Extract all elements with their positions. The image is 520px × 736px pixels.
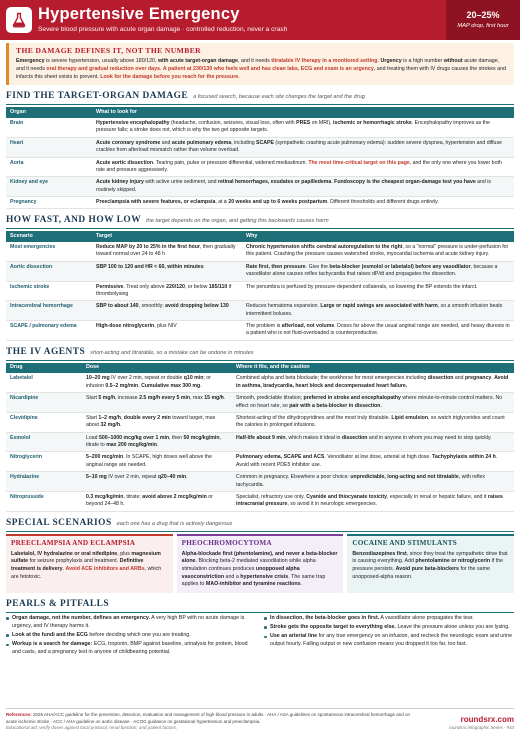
list-item <box>6 615 256 631</box>
text-run: Half-life about 9 min <box>236 434 286 441</box>
section-note: the target depends on the organ, and getting this backwards causes harm <box>146 218 329 225</box>
text-run: . Doses far above the usual anginal range are needed, and heavy diuresis in a patient who is not fluid-overloaded is counterproductive. <box>246 323 510 337</box>
text-run: phentolamine or nitroglycerin <box>415 558 491 565</box>
card-pheochromocytoma <box>177 534 344 593</box>
row-cell <box>92 157 514 177</box>
text-run: double every 2 min <box>123 414 171 421</box>
text-run: where minute-to-minute control matters. No effect on heart rate, so <box>236 395 503 409</box>
intro-text <box>16 58 508 81</box>
text-run: SBP 100 to 120 and HR < 60, within minutes <box>96 263 204 270</box>
text-run: Cyanide and thiocyanate toxicity <box>306 493 387 500</box>
text-run: 2.5 mg/h every 5 min <box>139 395 191 402</box>
row-label: Labetalol <box>6 373 82 392</box>
text-run: , since they treat the sympathetic drive that is causing everything. Add <box>352 550 508 565</box>
text-run: Lipid emulsion <box>391 414 429 421</box>
text-run: , smoothly; <box>138 303 166 310</box>
row-cell <box>92 281 242 301</box>
section-title: HOW FAST, AND HOW LOW <box>6 215 142 226</box>
section-note: each one has a drug that is actively dangerous <box>116 520 233 527</box>
section-title: SPECIAL SCENARIOS <box>6 517 112 528</box>
map-drop-badge <box>446 0 520 40</box>
text-run: 500–1000 mcg/kg over 1 min <box>98 434 170 441</box>
text-run: , and treating them with IV drugs causes the strokes and infarcts this sheet exists to prevent. <box>16 66 506 80</box>
text-run: A vasodilator alone propagates the tear. <box>379 614 474 621</box>
text-run: 32 mg/h <box>100 422 121 429</box>
text-run: with active urine sediment, and <box>143 179 218 186</box>
text-run: , and it needs <box>238 58 272 65</box>
text-run: Fundoscopy is the cheapest organ-damage test you have <box>334 179 476 186</box>
text-run: , increase <box>115 395 140 402</box>
row-cell <box>82 373 232 392</box>
text-run: for the same unopposed-alpha reason. <box>352 565 490 580</box>
text-run: , so avoid it in neurologic emergencies. <box>287 501 378 508</box>
text-run: retinal hemorrhages, exudates or papilledema <box>217 179 332 186</box>
text-run: , especially in renal or hepatic failure, and it <box>386 493 488 500</box>
list-item <box>264 624 514 632</box>
text-run: A very high BP with no acute damage is urgency, and IV therapy harms it. <box>12 614 245 629</box>
text-run: Chronic hypertension shifts cerebral autoregulation to the right <box>246 244 403 251</box>
column-header: Target <box>92 231 242 242</box>
text-run: or beyond 24–48 h. <box>86 493 213 508</box>
row-label: Pregnancy <box>6 197 92 209</box>
text-run: raises intracranial pressure <box>236 493 503 508</box>
page-subtitle: Severe blood pressure with acute organ damage · controlled reduction, never a crash <box>38 26 288 33</box>
text-run: Reduce MAP by 20 to 25% in the first hour <box>96 244 200 251</box>
column-header: Organ <box>6 107 92 118</box>
section-pearls-heading <box>6 598 514 613</box>
table-row <box>6 393 514 413</box>
text-run: beta-blocker (esmolol or labetalol) before any vasodilator <box>329 263 471 270</box>
text-run: is a high number <box>401 58 444 65</box>
flask-icon <box>6 7 32 33</box>
table-row <box>6 281 514 301</box>
text-run: . <box>120 422 122 429</box>
text-run: , including <box>231 139 257 146</box>
text-run: High-dose nitroglycerin <box>96 323 155 330</box>
table-row <box>6 472 514 492</box>
text-run: acute damage, and it needs <box>16 58 500 73</box>
text-run: SBP to about 140 <box>96 303 139 310</box>
row-label: Intracerebral hemorrhage <box>6 301 92 321</box>
text-run: . Different thresholds and different drugs entirely. <box>327 199 439 206</box>
row-label: Kidney and eye <box>6 177 92 197</box>
text-run: with acute target-organ damage <box>157 58 238 65</box>
row-cell <box>232 393 514 413</box>
text-run: ; or infusion <box>86 375 211 389</box>
row-cell <box>82 393 232 413</box>
text-run: ECG, troponin, BMP against baseline, urinalysis for protein, blood and casts, and a pregnancy test in anyone of childbearing potential. <box>12 641 248 656</box>
section-organ-heading <box>6 90 514 105</box>
text-run: before deciding which one you are treating. <box>87 631 191 638</box>
row-cell <box>82 452 232 472</box>
card-preeclampsia <box>6 534 173 593</box>
table-row <box>6 118 514 137</box>
text-run: and in anyone in whom you may need to stop quickly. <box>367 434 492 441</box>
text-run: , so a smooth infusion beats intermittent boluses. <box>246 303 503 317</box>
text-run: Reduces hematoma expansion. <box>246 303 321 310</box>
badge-value: 20–25% <box>466 10 500 20</box>
column-header: Scenario <box>6 231 92 242</box>
column-header: What to look for <box>92 107 514 118</box>
text-run: In dissection, the beta-blocker goes in first. <box>270 614 380 621</box>
row-cell <box>92 301 242 321</box>
row-cell <box>82 472 232 492</box>
references-label: References: <box>6 711 32 717</box>
table-row <box>6 137 514 157</box>
table-row <box>6 261 514 281</box>
text-run: oral therapy and gradual reduction over days <box>46 66 160 73</box>
table-row <box>6 412 514 432</box>
text-run: Load <box>86 434 99 441</box>
text-run: , with reflex tachycardia. <box>236 474 485 488</box>
row-label: Esmolol <box>6 432 82 452</box>
text-run: and <box>160 139 172 146</box>
text-run: Labetalol, IV hydralazine or oral nifedipine <box>11 550 118 557</box>
section-how-heading <box>6 214 514 229</box>
intro-kicker: THE DAMAGE DEFINES IT, NOT THE NUMBER <box>16 46 202 55</box>
section-note: short-acting and titratable, so a mistake can be undone in minutes <box>90 349 254 356</box>
footer <box>6 708 514 732</box>
text-run: pregnancy <box>464 375 492 382</box>
site-link[interactable]: roundsrx.com <box>460 714 514 724</box>
table-row <box>6 432 514 452</box>
text-run: . <box>138 382 142 389</box>
row-cell <box>232 491 514 511</box>
text-run: , plus <box>117 550 132 557</box>
table-row <box>6 242 514 261</box>
pearls-right-column <box>264 615 514 658</box>
row-cell <box>242 301 514 321</box>
row-label: Nitroglycerin <box>6 452 82 472</box>
text-run: if the pressure persists. <box>352 558 504 572</box>
text-run: unopposed alpha vasoconstriction <box>181 565 300 580</box>
section-note: a focused search, because each site changes the target and the drug <box>193 94 365 101</box>
table-row <box>6 157 514 177</box>
text-run: Avoid ACE inhibitors and ARBs <box>65 565 145 572</box>
text-run: . The same trap applies to <box>181 573 326 588</box>
agents-table <box>6 363 514 512</box>
brand-block <box>449 712 514 732</box>
text-run: Common in pregnancy. Elsewhere a poor choice: <box>236 474 351 481</box>
row-cell <box>232 432 514 452</box>
text-run: 0.3 mcg/kg/min <box>86 493 124 500</box>
text-run: avoid dropping below 130 <box>165 303 229 310</box>
text-run: 5–200 mcg/min <box>86 454 124 461</box>
row-cell <box>92 118 514 137</box>
text-run: , then <box>169 434 184 441</box>
row-cell <box>232 412 514 432</box>
row-cell <box>82 412 232 432</box>
section-special-heading <box>6 517 514 532</box>
table-row <box>6 177 514 197</box>
list-item <box>264 633 514 649</box>
text-run: acute pulmonary edema <box>171 139 232 146</box>
references <box>6 712 416 732</box>
disclaimer: Educational aid; verify doses against local protocol, renal function, and patient factors. <box>6 725 178 731</box>
text-run: The problem is <box>246 323 282 330</box>
card-cocaine <box>347 534 514 593</box>
card-title: PREECLAMPSIA AND ECLAMPSIA <box>11 538 136 547</box>
text-run: . <box>62 565 66 572</box>
text-run: max 200 mcg/kg/min <box>106 442 157 449</box>
row-cell <box>242 281 514 301</box>
text-run: Pulmonary edema, SCAPE and ACS <box>236 454 325 461</box>
text-run: Alpha-blockade first (phentolamine), and never a beta-blocker alone <box>181 550 338 565</box>
row-label: Brain <box>6 118 92 137</box>
text-run: . <box>331 179 335 186</box>
row-label: Nicardipine <box>6 393 82 413</box>
row-label: Most emergencies <box>6 242 92 261</box>
text-run: and <box>453 375 465 382</box>
text-run: , then gradually toward normal over 24 to 48 h <box>96 244 236 258</box>
row-cell <box>242 321 514 341</box>
row-label: Heart <box>6 137 92 157</box>
section-title: THE IV AGENTS <box>6 346 86 357</box>
text-run: , which are fetotoxic. <box>11 565 162 580</box>
text-run: . <box>159 66 163 73</box>
text-run: Preeclampsia with severe features, or eclampsia <box>96 199 216 206</box>
row-cell <box>232 472 514 492</box>
text-run: , which makes it ideal in <box>285 434 342 441</box>
table-row <box>6 452 514 472</box>
text-run: dissection <box>341 434 368 441</box>
text-run: titratable IV therapy in a monitored setting <box>271 58 378 65</box>
row-cell <box>232 373 514 392</box>
text-run: for any true emergency on an infusion, and recheck the neurologic exam and urine output hourly. Falling output or new confusion means you dropped it too far, too fast. <box>270 633 513 648</box>
table-row <box>6 301 514 321</box>
row-cell <box>92 137 514 157</box>
row-label: Aorta <box>6 157 92 177</box>
text-run: afterload, not volume <box>281 323 335 330</box>
text-run: q10 min <box>183 375 204 382</box>
text-run: Acute aortic dissection <box>96 159 154 166</box>
row-cell <box>232 452 514 472</box>
text-run: , at <box>215 199 225 206</box>
list-item <box>6 641 256 657</box>
text-run: unpredictable, long-acting and not titratable <box>350 474 459 481</box>
text-run: Specialist, refractory use only. <box>236 493 307 500</box>
table-row <box>6 373 514 392</box>
text-run: Workup is a search for damage: <box>12 641 93 648</box>
text-run: mcg/kg/min <box>178 493 207 500</box>
text-run: if thrombolysing <box>96 283 232 297</box>
card-text <box>182 551 339 589</box>
card-title: COCAINE AND STIMULANTS <box>352 538 457 547</box>
text-run: Shortest-acting of the dihydropyridines and the most truly titratable. <box>236 414 392 421</box>
intro-box <box>6 43 514 85</box>
text-run: Leave the pressure alone unless you are lysing. <box>395 624 510 631</box>
section-title: FIND THE TARGET-ORGAN DAMAGE <box>6 91 189 102</box>
text-run: The most time-critical target on this page <box>308 159 410 166</box>
text-run: 220/120 <box>166 283 185 290</box>
text-run: The penumbra is perfused by pressure-dependent collaterals, so lowering the BP extends the infarct. <box>246 283 478 290</box>
text-run: . Venodilator at low dose, arterial at high dose. <box>324 454 433 461</box>
references-text: 2025 AHA/ACC guideline for the prevention, detection, evaluation and management of high blood pressure in adults · AHA / ASA guidelines on spontaneous intracerebral hemorrhage and on acute ischemic stroke · ACC / AHA guideline on aortic disease · ACOG guidance on gestational hypertension and preeclampsia. <box>6 711 411 724</box>
page-title: Hypertensive Emergency <box>38 5 240 23</box>
special-scenarios <box>6 534 514 593</box>
text-run: IV over 2 min, repeat <box>106 474 158 481</box>
text-run: 15 mg/h <box>204 395 224 402</box>
text-run: magnesium sulfate <box>11 550 161 565</box>
row-cell <box>92 321 242 341</box>
text-run: . <box>200 382 202 389</box>
text-run: . <box>300 581 303 588</box>
text-run: 185/110 <box>208 283 228 290</box>
row-label: Aortic dissection <box>6 261 92 281</box>
text-run: hypertensive crisis <box>240 573 289 580</box>
text-run: MAO-inhibitor and tyramine reactions <box>205 581 301 588</box>
text-run: ≥ 20 weeks and up to 6 weeks postpartum <box>224 199 328 206</box>
text-run: 5–10 mg <box>86 474 107 481</box>
text-run: and a <box>224 573 241 580</box>
text-run: , and the only one where you lower both rate and pressure aggressively. <box>96 159 502 173</box>
header-bar <box>0 0 520 40</box>
row-cell <box>82 491 232 511</box>
text-run: dissection <box>427 375 454 382</box>
text-run: Avoid pure beta-blockers <box>395 565 460 572</box>
text-run: , so a "normal" pressure is under-perfusion for this patient. Crashing the pressure causes watershed stroke, myocardial ischemia and acute kidney injury. <box>246 244 509 258</box>
text-run: Tachyphylaxis within 24 h <box>432 454 496 461</box>
text-run: . Avoid with recent PDE5 inhibitor use. <box>236 454 498 468</box>
text-run: Use an arterial line <box>270 633 318 640</box>
column-header: Where it fits, and the caution <box>232 363 514 374</box>
text-run: . <box>156 442 159 449</box>
row-label: Clevidipine <box>6 412 82 432</box>
text-run: PRES <box>296 120 311 127</box>
text-run: A patient at 230/130 who feels well and has clean labs, ECG and exam is an urgency <box>162 66 374 73</box>
text-run: Acute kidney injury <box>96 179 144 186</box>
list-item <box>6 632 256 640</box>
text-run: Acute coronary syndrome <box>96 139 161 146</box>
text-run: . Give the <box>305 263 330 270</box>
text-run: preferred in stroke and encephalopathy <box>303 395 401 402</box>
row-cell <box>92 242 242 261</box>
text-run: Organ damage, not the number, defines an emergency. <box>12 614 150 621</box>
text-run: 1–2 mg/h <box>98 414 121 421</box>
text-run: . Treat only above <box>123 283 167 290</box>
text-run: . <box>377 58 381 65</box>
text-run: , so watch triglycerides and count the calories in prolonged infusions. <box>236 414 505 429</box>
text-run: . In SCAPE, high doses well above the anginal range are needed. <box>86 454 213 468</box>
series-label: roundsrx Infographic Series · #43 <box>449 724 514 730</box>
text-run: . Tearing pain, pulse or pressure differential, widened mediastinum. <box>153 159 309 166</box>
text-run: Look for the damage before you reach for the pressure. <box>100 73 240 80</box>
text-run: 10–20 mg <box>86 375 110 382</box>
row-cell <box>92 261 242 281</box>
table-row <box>6 197 514 209</box>
text-run: Permissive <box>96 283 124 290</box>
row-cell <box>82 432 232 452</box>
organ-table <box>6 107 514 209</box>
text-run: , max <box>190 395 205 402</box>
badge-caption: MAP drop, first hour <box>457 23 509 30</box>
table-row <box>6 321 514 341</box>
row-cell <box>242 261 514 281</box>
row-label: Hydralazine <box>6 472 82 492</box>
text-run: SCAPE <box>256 139 274 146</box>
text-run: Start <box>86 395 99 402</box>
text-run: Smooth, predictable titration; <box>236 395 304 402</box>
text-run: . <box>223 395 226 402</box>
text-run: (headache, confusion, seizures, visual loss, often with <box>169 120 297 127</box>
row-cell <box>242 242 514 261</box>
pearls-list <box>6 615 514 658</box>
row-label: SCAPE / pulmonary edema <box>6 321 92 341</box>
targets-table <box>6 231 514 340</box>
text-run: (sympathetic crashing acute pulmonary edema): sudden severe dyspnea, hypertension and diffuse crackles from afterload mismatch rather than volume overload. <box>96 139 502 154</box>
row-label: Ischemic stroke <box>6 281 92 301</box>
text-run: , titrate to <box>86 434 221 449</box>
text-run: q20–40 min <box>157 474 187 481</box>
text-run: ischemic or hemorrhagic stroke <box>333 120 412 127</box>
section-title: PEARLS & PITFALLS <box>6 598 110 609</box>
text-run: , plus NIV <box>154 323 177 330</box>
text-run: 5 mg/h <box>98 395 116 402</box>
text-run: , or below <box>184 283 209 290</box>
text-run: Definitive treatment is delivery <box>11 558 144 572</box>
text-run: Urgency <box>380 58 402 65</box>
text-run: Cumulative max 300 mg <box>141 382 201 389</box>
text-run: , <box>120 414 124 421</box>
text-run: Stroke gets the opposite target to everything else. <box>270 624 396 631</box>
text-run: Rate first, then pressure <box>246 263 306 270</box>
text-run: avoid above 2 <box>142 493 178 500</box>
text-run: Start <box>86 414 99 421</box>
text-run: is severe hypertension, usually above 180/120, <box>44 58 158 65</box>
row-label: Nitroprusside <box>6 491 82 511</box>
table-row <box>6 491 514 511</box>
text-run: toward target, max about <box>86 414 216 429</box>
card-text <box>352 551 509 582</box>
text-run: , titrate; <box>123 493 143 500</box>
text-run: . Blocking beta-2 mediated vasodilation while alpha stimulation continues produces <box>181 558 316 572</box>
text-run: Look at the fundi and the ECG <box>12 631 88 638</box>
section-agents-heading <box>6 346 514 361</box>
text-run: Combined alpha and beta blockade; the workhorse for most emergencies including <box>236 375 428 382</box>
text-run: 0.5–2 mg/min <box>105 382 139 389</box>
text-run: . <box>380 402 382 409</box>
text-run: Hypertensive encephalopathy <box>96 120 170 127</box>
text-run: Large or rapid swings are associated with harm <box>320 303 438 310</box>
text-run: Avoid in asthma, bradycardia, heart block and decompensated heart failure. <box>236 375 509 389</box>
card-text <box>11 551 168 582</box>
row-cell <box>92 177 514 197</box>
text-run: IV over 2 min, repeat or double <box>109 375 184 382</box>
text-run: Benzodiazepines first <box>352 550 407 557</box>
text-run: for seizure prophylaxis and treatment. <box>28 558 120 565</box>
text-run: pair with a beta-blocker in dissection <box>289 402 381 409</box>
column-header: Why <box>242 231 514 242</box>
card-title: PHEOCHROMOCYTOMA <box>181 538 272 547</box>
text-run: 50 mcg/kg/min <box>183 434 220 441</box>
column-header: Drug <box>6 363 82 374</box>
text-run: and is routinely skipped. <box>96 179 492 193</box>
row-cell <box>92 197 514 209</box>
text-run: on MRI), <box>310 120 334 127</box>
text-run: , because a vasodilator alone causes reflex tachycardia that raises dP/dt and propagates the dissection. <box>246 263 498 278</box>
pearls-left-column <box>6 615 256 658</box>
text-run: . <box>186 474 188 481</box>
list-item <box>264 615 514 623</box>
text-run: . Encephalopathy improves as the pressure falls; a stroke does not, which is why the two get opposite targets. <box>96 120 490 134</box>
column-header: Dose <box>82 363 232 374</box>
text-run: Emergency <box>16 58 45 65</box>
text-run: . <box>491 375 495 382</box>
text-run: without <box>443 58 463 65</box>
